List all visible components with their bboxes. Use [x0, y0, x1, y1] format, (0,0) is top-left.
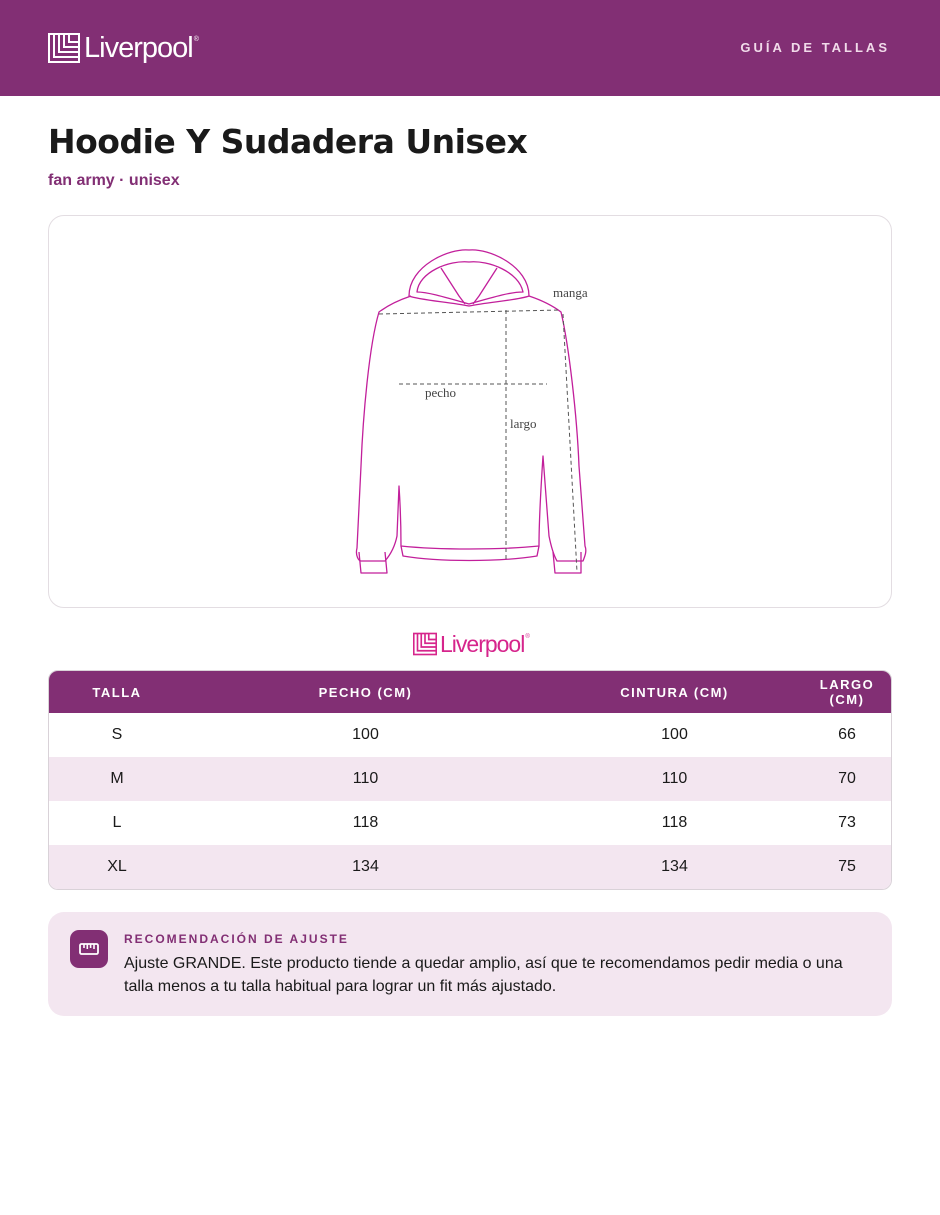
cell-largo: 70 [803, 757, 891, 801]
cell-cintura: 110 [546, 757, 803, 801]
header-largo: LARGO (CM) [803, 671, 891, 713]
sleeve-label: manga [553, 285, 588, 300]
header-pecho: PECHO (CM) [185, 671, 546, 713]
table-row [49, 713, 891, 757]
hoodie-diagram [49, 216, 893, 609]
liverpool-logo-text: Liverpool [440, 631, 525, 657]
chest-label: pecho [425, 385, 457, 400]
size-table [48, 670, 892, 890]
cell-cintura: 118 [661, 814, 688, 831]
header-bar [0, 0, 940, 96]
cell-largo: 75 [803, 845, 891, 889]
table-row [49, 845, 891, 889]
measurement-diagram-card [48, 215, 892, 608]
length-label: largo [510, 416, 537, 431]
table-row [49, 801, 891, 845]
table-header-row [49, 671, 891, 713]
recommendation-title: RECOMENDACIÓN DE AJUSTE [124, 932, 349, 946]
header-talla: TALLA [49, 671, 185, 713]
cell-largo: 66 [838, 726, 856, 743]
liverpool-logo-text: Liverpool [84, 32, 193, 64]
page-title: Hoodie Y Sudadera Unisex [48, 122, 528, 161]
hood-outline [409, 250, 529, 306]
liverpool-logo[interactable] [48, 30, 199, 66]
cell-largo: 73 [838, 814, 856, 831]
sleeve-line [563, 314, 577, 572]
cell-talla: M [49, 757, 185, 801]
cell-talla: XL [49, 845, 185, 889]
ruler-icon [70, 930, 108, 968]
cell-cintura: 100 [661, 726, 688, 743]
liverpool-logo-icon [48, 33, 80, 63]
fit-recommendation [48, 912, 892, 1016]
liverpool-logo-icon [413, 632, 437, 656]
cell-pecho: 110 [185, 757, 546, 801]
cell-cintura: 134 [546, 845, 803, 889]
cell-talla: L [112, 814, 122, 831]
registered-mark: ® [193, 36, 199, 43]
size-guide-link[interactable]: GUÍA DE TALLAS [740, 40, 890, 55]
liverpool-brand-logo [413, 630, 530, 658]
cell-pecho: 100 [352, 726, 379, 743]
left-cuff [359, 552, 387, 573]
cell-talla: S [111, 726, 123, 743]
recommendation-text: Ajuste GRANDE. Este producto tiende a quedar amplio, así que te recomendamos pedir media o una talla menos a tu talla habitual para lograr un fit más ajustado. [124, 955, 843, 995]
product-subtitle: fan army · unisex [48, 172, 180, 189]
shoulder-line [379, 310, 561, 314]
registered-mark: ® [525, 634, 530, 640]
hoodie-body [356, 296, 585, 561]
header-cintura: CINTURA (CM) [546, 671, 803, 713]
cell-pecho: 134 [185, 845, 546, 889]
hood-inner [417, 262, 523, 304]
cell-pecho: 118 [352, 814, 379, 831]
table-row [49, 757, 891, 801]
